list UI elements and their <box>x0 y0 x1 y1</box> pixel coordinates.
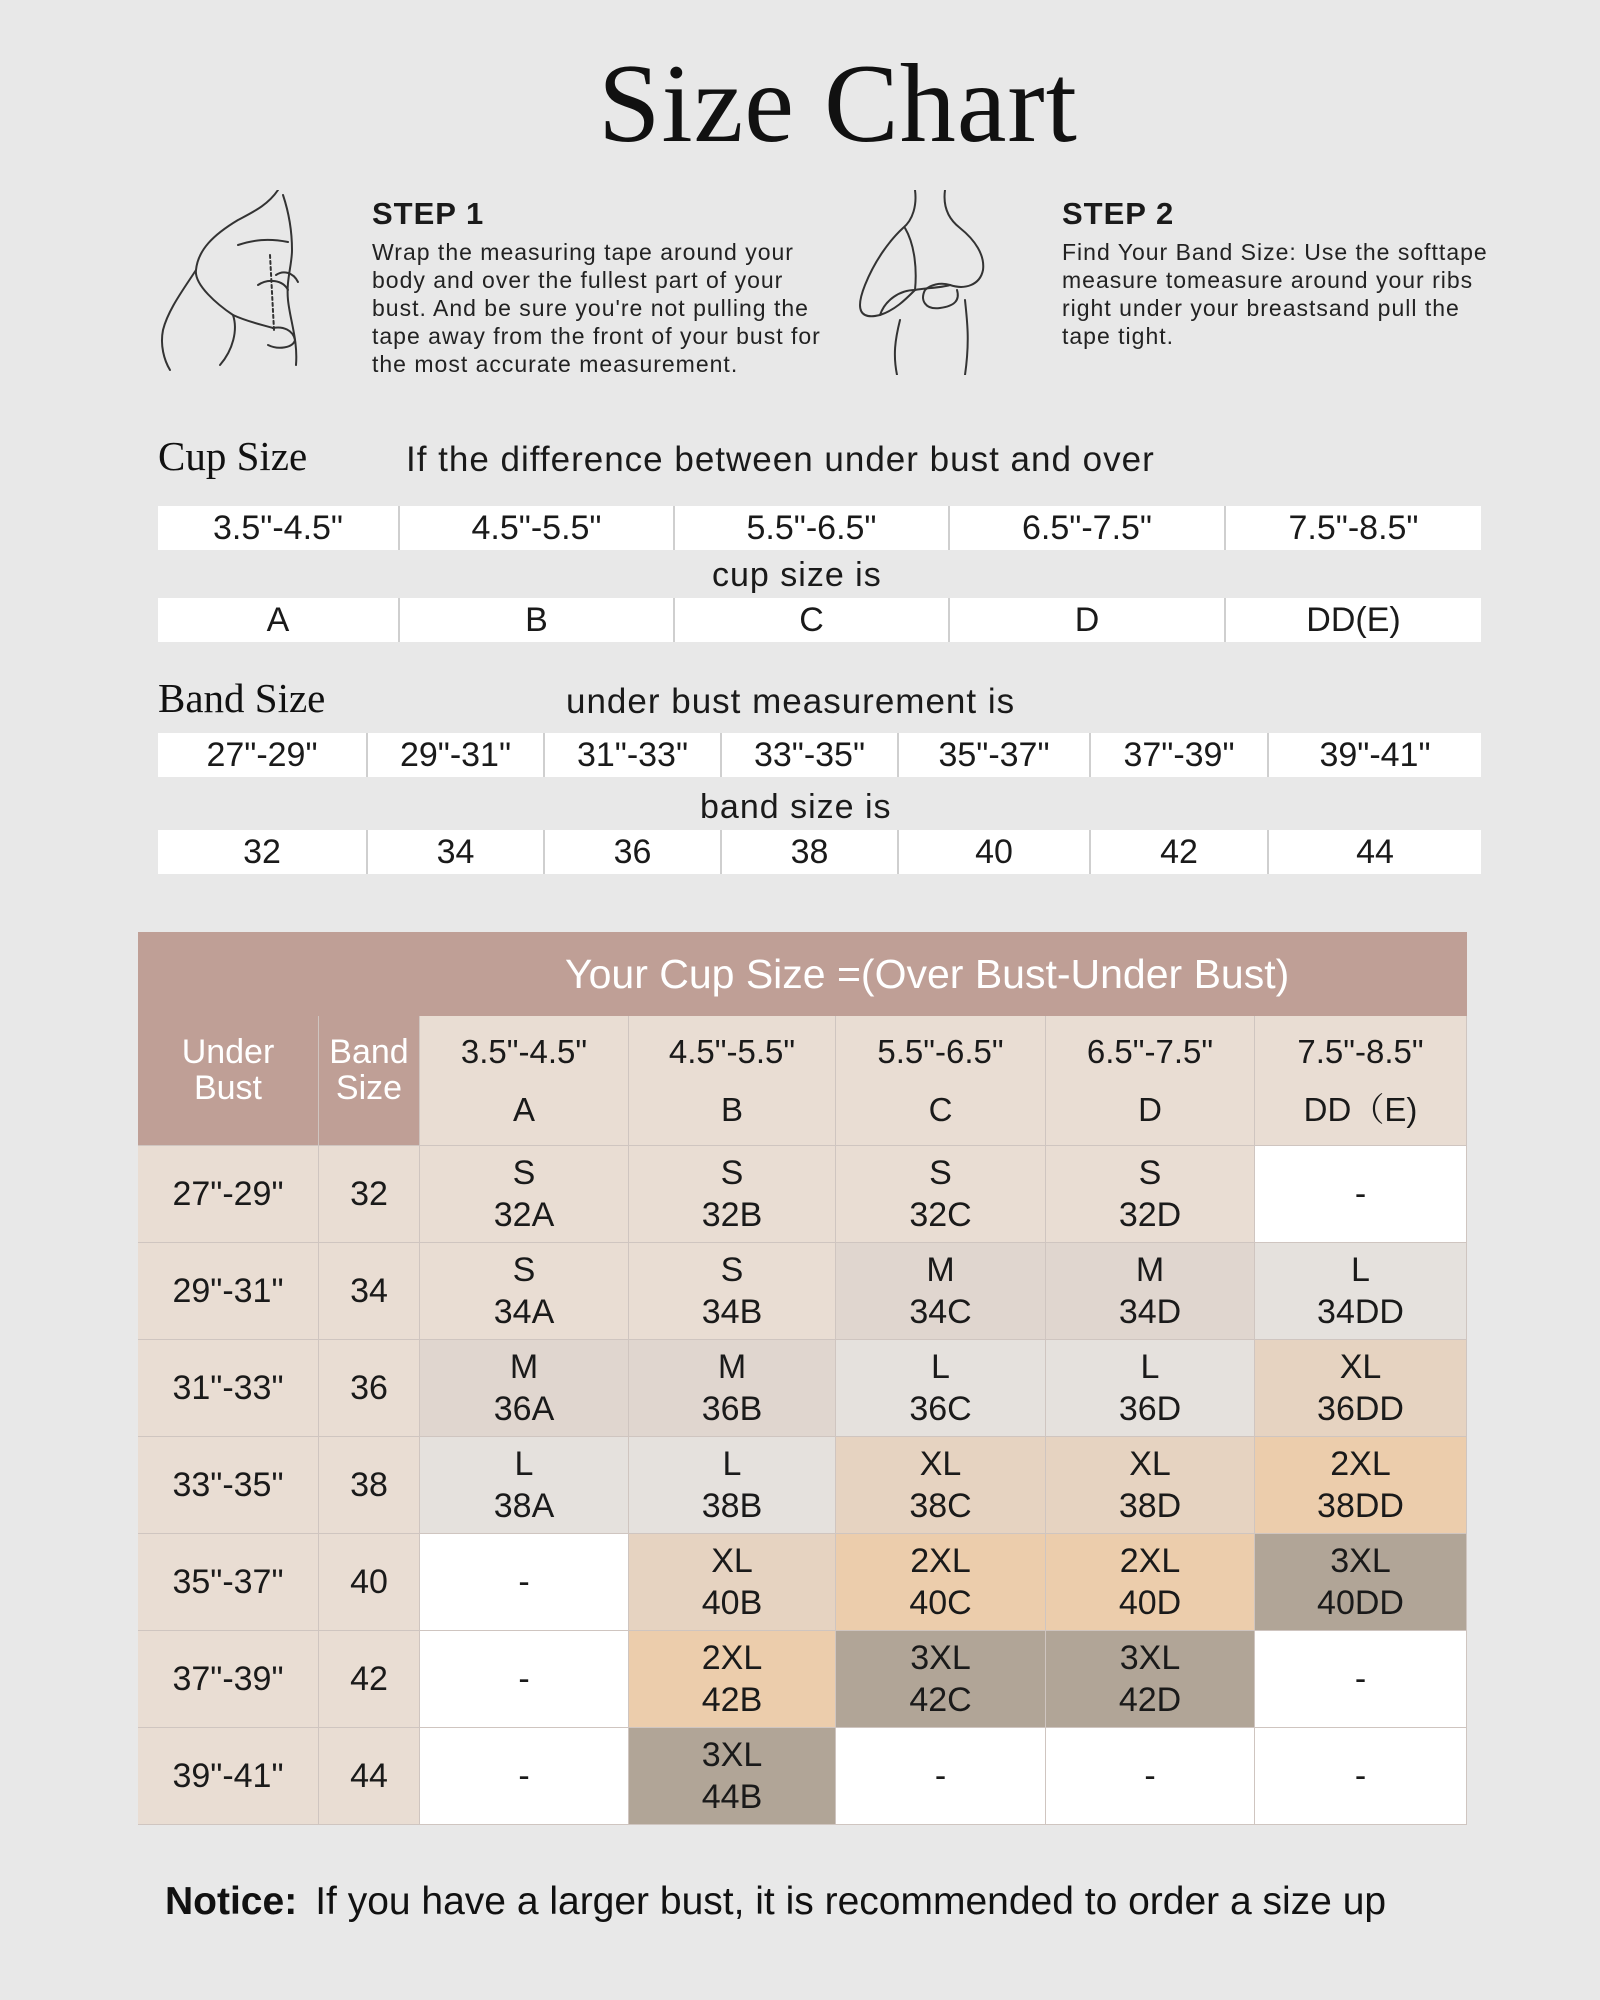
under-bust-cell: 39"-41" <box>138 1728 319 1825</box>
size-letter: 3XL <box>1119 1639 1181 1677</box>
cup-letter-cell: C <box>675 598 950 642</box>
size-letter: M <box>1135 1251 1165 1289</box>
page-title: Size Chart <box>598 42 1078 166</box>
size-letter: L <box>931 1348 950 1386</box>
size-letter: M <box>509 1348 539 1386</box>
size-code: 40B <box>701 1584 763 1622</box>
band-size-caption: under bust measurement is <box>566 682 1016 721</box>
cup-letter-row <box>158 598 1481 642</box>
size-code: 36A <box>493 1390 555 1428</box>
size-letter: M <box>717 1348 747 1386</box>
band-size-cell: 38 <box>319 1437 420 1534</box>
size-cell <box>420 1534 629 1631</box>
size-letter: - <box>1354 1175 1367 1213</box>
size-cell <box>1255 1146 1467 1243</box>
cup-column-range: 4.5"-5.5" <box>668 1032 796 1070</box>
size-cell <box>1255 1728 1467 1825</box>
size-letter: 2XL <box>1330 1445 1391 1483</box>
size-code: 32C <box>909 1196 972 1234</box>
under-bust-header: Under Bust <box>138 1016 319 1146</box>
band-size-row <box>158 830 1481 874</box>
size-cell <box>420 1146 629 1243</box>
cup-letter-cell: B <box>400 598 675 642</box>
size-letter: S <box>720 1251 744 1289</box>
size-code: 40C <box>909 1584 972 1622</box>
band-range-cell: 33"-35" <box>722 733 899 777</box>
band-range-cell: 27"-29" <box>158 733 368 777</box>
size-letter: L <box>722 1445 742 1483</box>
under-bust-cell: 31"-33" <box>138 1340 319 1437</box>
size-letter: 3XL <box>1330 1542 1391 1580</box>
size-table-grid <box>138 1016 1467 1825</box>
band-range-cell: 31"-33" <box>545 733 722 777</box>
band-size-cell: 32 <box>158 830 368 874</box>
size-letter: XL <box>1129 1445 1171 1483</box>
size-letter: XL <box>919 1445 962 1483</box>
size-cell <box>836 1340 1046 1437</box>
measuring-illustration-1 <box>158 190 328 375</box>
size-code: 32A <box>493 1196 555 1234</box>
size-cell <box>836 1437 1046 1534</box>
cup-column-letter: DD（E) <box>1303 1090 1418 1128</box>
size-cell <box>629 1534 836 1631</box>
under-bust-cell: 29"-31" <box>138 1243 319 1340</box>
under-bust-cell: 33"-35" <box>138 1437 319 1534</box>
size-code: 38D <box>1118 1487 1182 1525</box>
cup-letter-cell: DD(E) <box>1306 601 1401 639</box>
band-size-header: Band Size <box>319 1016 420 1146</box>
size-letter: - <box>1354 1757 1367 1795</box>
band-size-cell: 44 <box>1356 833 1394 871</box>
size-cell <box>629 1437 836 1534</box>
size-cell <box>1046 1146 1255 1243</box>
size-cell <box>420 1243 629 1340</box>
cup-range-row <box>158 506 1481 550</box>
size-letter: 2XL <box>701 1639 763 1677</box>
size-cell <box>420 1437 629 1534</box>
notice <box>165 1880 1386 1924</box>
band-range-cell: 39"-41" <box>1319 736 1431 774</box>
size-letter: M <box>926 1251 955 1289</box>
size-letter: S <box>929 1154 952 1192</box>
cup-column-letter: A <box>512 1090 535 1128</box>
size-cell <box>1046 1534 1255 1631</box>
band-range-row <box>158 733 1481 777</box>
size-cell <box>836 1728 1046 1825</box>
cup-range-cell: 3.5"-4.5" <box>158 506 400 550</box>
step-2-text: Find Your Band Size: Use the softtape measure tomeasure around your ribs right under your breastsand pull the tape tight. <box>1062 239 1488 349</box>
size-letter: - <box>518 1563 530 1601</box>
size-letter: 2XL <box>910 1542 971 1580</box>
size-cell <box>1046 1437 1255 1534</box>
size-letter: L <box>1351 1251 1370 1289</box>
size-letter: S <box>720 1154 744 1192</box>
cup-column-header <box>1255 1016 1467 1146</box>
size-cell <box>1046 1631 1255 1728</box>
size-letter: L <box>514 1445 534 1483</box>
size-code: 40D <box>1118 1584 1182 1622</box>
size-cell <box>629 1340 836 1437</box>
band-size-cell: 34 <box>368 830 545 874</box>
size-code: 34D <box>1118 1293 1182 1331</box>
size-cell <box>629 1728 836 1825</box>
measuring-illustration-2 <box>845 190 1020 375</box>
size-cell <box>420 1340 629 1437</box>
size-cell <box>1046 1243 1255 1340</box>
size-code: 36D <box>1118 1390 1182 1428</box>
size-cell <box>1046 1728 1255 1825</box>
cup-column-range: 6.5"-7.5" <box>1086 1032 1214 1070</box>
step-1 <box>372 196 842 378</box>
size-cell <box>1255 1340 1467 1437</box>
size-cell <box>1255 1631 1467 1728</box>
cup-column-letter: D <box>1138 1090 1162 1128</box>
cup-size-caption: If the difference between under bust and over <box>406 440 1155 479</box>
cup-column-range: 3.5"-4.5" <box>460 1032 588 1070</box>
cup-column-range: 5.5"-6.5" <box>877 1032 1004 1070</box>
size-code: 36B <box>701 1390 763 1428</box>
band-range-cell: 35"-37" <box>899 733 1091 777</box>
size-letter: - <box>934 1757 947 1795</box>
cup-size-label: Cup Size <box>158 433 308 479</box>
size-letter: S <box>1138 1154 1162 1192</box>
size-letter: 3XL <box>910 1639 971 1677</box>
size-cell <box>836 1243 1046 1340</box>
under-bust-cell: 27"-29" <box>138 1146 319 1243</box>
notice-text: If you have a larger bust, it is recommended to order a size up <box>315 1880 1387 1923</box>
size-letter: XL <box>711 1542 753 1580</box>
step-2 <box>1062 196 1502 350</box>
cup-column-header <box>836 1016 1046 1146</box>
band-size-label: Band Size <box>158 675 326 721</box>
size-cell <box>836 1146 1046 1243</box>
band-range-cell: 29"-31" <box>368 733 545 777</box>
size-letter: - <box>518 1660 530 1698</box>
band-mid-caption: band size is <box>700 788 892 826</box>
size-cell <box>836 1631 1046 1728</box>
size-code: 38A <box>493 1487 555 1525</box>
size-cell <box>836 1534 1046 1631</box>
size-code: 34B <box>701 1293 763 1331</box>
band-range-cell: 37"-39" <box>1091 733 1269 777</box>
cup-column-header <box>1046 1016 1255 1146</box>
cup-column-letter: C <box>928 1090 953 1128</box>
cup-range-cell: 7.5"-8.5" <box>1288 509 1419 547</box>
size-code: 42C <box>909 1681 972 1719</box>
size-code: 36C <box>909 1390 972 1428</box>
size-code: 38DD <box>1317 1487 1404 1525</box>
size-code: 42B <box>701 1681 763 1719</box>
size-code: 44B <box>701 1778 763 1816</box>
size-table-header: Your Cup Size =(Over Bust-Under Bust) <box>138 932 1467 1016</box>
size-code: 34C <box>909 1293 972 1331</box>
cup-range-cell: 4.5"-5.5" <box>400 506 675 550</box>
size-code: 34DD <box>1317 1293 1404 1331</box>
size-code: 32B <box>701 1196 763 1234</box>
band-size-cell: 36 <box>319 1340 420 1437</box>
size-table <box>138 932 1467 1825</box>
size-cell <box>629 1243 836 1340</box>
size-cell <box>629 1146 836 1243</box>
size-code: 34A <box>493 1293 555 1331</box>
size-cell <box>1255 1243 1467 1340</box>
cup-column-range: 7.5"-8.5" <box>1297 1032 1424 1070</box>
cup-column-header <box>420 1016 629 1146</box>
band-size-cell: 40 <box>899 830 1091 874</box>
size-letter: 3XL <box>701 1736 763 1774</box>
band-size-cell: 36 <box>545 830 722 874</box>
size-code: 38B <box>701 1487 763 1525</box>
cup-column-letter: B <box>720 1090 743 1128</box>
size-cell <box>420 1728 629 1825</box>
band-size-cell: 42 <box>319 1631 420 1728</box>
cup-letter-cell: D <box>950 598 1226 642</box>
under-bust-cell: 35"-37" <box>138 1534 319 1631</box>
size-code: 38C <box>909 1487 972 1525</box>
band-size-cell: 38 <box>722 830 899 874</box>
size-letter: S <box>512 1251 536 1289</box>
notice-label: Notice: <box>165 1880 298 1923</box>
size-code: 36DD <box>1317 1390 1404 1428</box>
cup-mid-caption: cup size is <box>712 556 882 594</box>
size-code: 40DD <box>1317 1584 1404 1622</box>
cup-column-header <box>629 1016 836 1146</box>
size-cell <box>420 1631 629 1728</box>
band-size-cell: 32 <box>319 1146 420 1243</box>
size-letter: - <box>1144 1757 1156 1795</box>
size-cell <box>1255 1534 1467 1631</box>
band-size-cell: 42 <box>1091 830 1269 874</box>
step-1-heading: STEP 1 <box>372 196 485 231</box>
size-letter: - <box>1354 1660 1367 1698</box>
size-letter: XL <box>1339 1348 1382 1386</box>
size-letter: S <box>512 1154 536 1192</box>
band-size-cell: 40 <box>319 1534 420 1631</box>
size-letter: - <box>518 1757 530 1795</box>
size-letter: 2XL <box>1119 1542 1181 1580</box>
size-code: 32D <box>1118 1196 1182 1234</box>
size-cell <box>1255 1437 1467 1534</box>
step-1-text: Wrap the measuring tape around your body and over the fullest part of your bust. And be sure you're not pulling the tape away from the front of your bust for the most accurate measurement. <box>372 239 821 377</box>
size-code: 42D <box>1118 1681 1182 1719</box>
band-size-cell: 44 <box>319 1728 420 1825</box>
size-cell <box>1046 1340 1255 1437</box>
step-2-heading: STEP 2 <box>1062 196 1175 231</box>
under-bust-cell: 37"-39" <box>138 1631 319 1728</box>
band-size-cell: 34 <box>319 1243 420 1340</box>
cup-range-cell: 6.5"-7.5" <box>950 506 1226 550</box>
cup-range-cell: 5.5"-6.5" <box>675 506 950 550</box>
size-letter: L <box>1140 1348 1160 1386</box>
cup-letter-cell: A <box>158 598 400 642</box>
size-cell <box>629 1631 836 1728</box>
